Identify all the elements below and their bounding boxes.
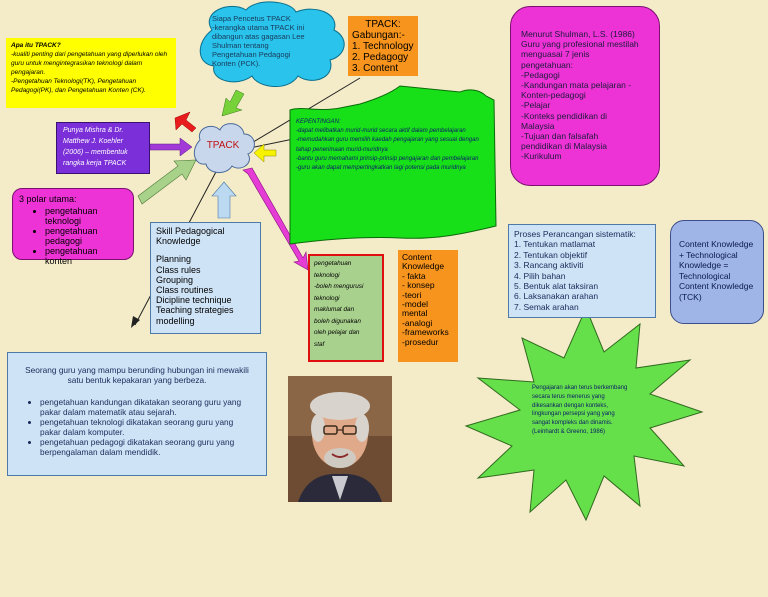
kepentingan-title: KEPENTINGAN: — [296, 119, 341, 125]
green-arrow-icon — [222, 90, 244, 116]
cloud-line: Siapa Pencetus TPACK — [212, 14, 291, 23]
ck-item: - konsep — [402, 280, 435, 291]
tck-box — [670, 220, 764, 324]
polar-title: 3 polar utama: — [19, 194, 77, 204]
kepakaran-item: • pengetahuan pedagogi dikatakan seorang guru yang berpengalaman dalam mendidik. — [40, 437, 256, 457]
polar-item: • pengetahuan konten — [45, 246, 127, 266]
shulman-line: -Kandungan mata pelajaran - — [521, 80, 632, 91]
skill-item: Planning — [156, 254, 192, 265]
mishra-koehler-box — [56, 122, 150, 174]
tck-line: + Technological — [679, 249, 738, 260]
kepentingan-line: -guru akan dapat mempertingkatkan lagi potensi pada muridnya — [296, 165, 466, 172]
mishra-line: Matthew J. Koehler — [63, 138, 123, 145]
tck-line: (TCK) — [679, 291, 702, 302]
shulman-line: -Pedagogi — [521, 69, 560, 80]
star-line: (Leinhardt & Greeno, 1986) — [532, 428, 606, 435]
tck-line: Content Knowledge — [679, 239, 754, 249]
apa-itu-title: Apa itu TPACK? — [11, 42, 61, 49]
proses-item: 1. Tentukan matlamat — [514, 239, 596, 250]
star-quote-text — [532, 384, 650, 444]
ck-title: Content Knowledge — [402, 252, 445, 272]
shulman-line: pengetahuan: — [521, 59, 573, 70]
ck-item: -model — [402, 299, 428, 310]
kepakaran-item: • pengetahuan teknologi dikatakan seorang guru yang pakar dalam komputer. — [40, 417, 256, 437]
center-tpack-label: TPACK — [206, 140, 240, 151]
tk-line: pengetahuan — [314, 260, 352, 267]
ck-item: -analogi — [402, 317, 433, 328]
proses-item: 2. Tentukan objektif — [514, 249, 588, 260]
kepentingan-line: -memudahkan guru memilih kaedah pengajaran yang sesuai dengan tahap penerimaan murid-muridnya — [296, 137, 479, 153]
skill-item: Class rules — [156, 264, 201, 275]
portrait-image-icon — [288, 376, 392, 502]
polar-item: • pengetahuan teknologi — [45, 206, 127, 226]
tk-line: teknologi — [314, 294, 340, 302]
ck-item: -teori — [402, 289, 422, 300]
star-line: sangat kompleks dan dinamis. — [532, 420, 613, 427]
tk-line: oleh pelajar dan — [314, 329, 360, 336]
proses-item: 4. Pilih bahan — [514, 270, 566, 281]
skill-item: Class routines — [156, 285, 214, 296]
cloud-line: Shulman tentang — [212, 41, 269, 50]
proses-item: 5. Bentuk alat taksiran — [514, 281, 599, 292]
tck-line: Technological — [679, 270, 731, 281]
skill-item: modelling — [156, 315, 195, 326]
star-line: dikesankan dengan konteks, — [532, 402, 609, 409]
skill-pedagogical-box — [150, 222, 261, 334]
red-arrow-icon — [175, 112, 196, 132]
ck-item: - fakta — [402, 270, 426, 281]
tk-line: teknologi — [314, 271, 340, 279]
shulman-box — [510, 6, 660, 186]
tpack-box-title: TPACK: — [365, 19, 401, 30]
shulman-line: Konten-pedagogi — [521, 90, 586, 101]
cloud-line: Konten (PCK). — [212, 59, 261, 68]
technology-knowledge-box — [308, 254, 384, 362]
tk-line: boleh digunakan — [314, 317, 361, 325]
skill-title: Skill Pedagogical Knowledge — [156, 226, 225, 247]
tpack-box-item: 3. Content — [352, 63, 399, 74]
kepakaran-item: • pengetahuan kandungan dikatakan seorang guru yang pakar dalam matematik atau sejarah. — [40, 397, 256, 417]
proses-title: Proses Perancangan sistematik: — [514, 229, 636, 239]
tpack-box-item: 1. Technology — [352, 41, 414, 52]
apa-itu-line: -Pengetahuan Teknologi(TK), Pengetahuan Pedagogi(PK), dan Pengetahuan Konten (CK). — [11, 78, 146, 94]
shulman-line: Menurut Shulman, L.S. (1986) — [521, 29, 635, 39]
cloud-line: dibangun atas gagasan Lee — [212, 32, 305, 41]
skill-item: Grouping — [156, 274, 194, 285]
star-line: secara terus menerus yang — [532, 393, 605, 400]
polar-utama-box — [12, 188, 134, 266]
tk-line: -boleh mengurusi — [314, 283, 364, 290]
purple-arrow-icon — [150, 138, 192, 156]
proses-item: 3. Rancang aktiviti — [514, 260, 584, 271]
apa-itu-tpack-box — [6, 38, 176, 108]
ck-item: -prosedur — [402, 336, 439, 347]
cloud-line: -kerangka utama TPACK ini — [212, 23, 305, 32]
skill-item: Teaching strategies — [156, 305, 234, 316]
kepakaran-intro: Seorang guru yang mampu berunding hubungan ini mewakili satu bentuk kepakaran yang berbeza. — [25, 365, 249, 385]
content-knowledge-box — [398, 250, 458, 362]
tk-line: maklumat dan — [314, 306, 355, 313]
ck-item: mental — [402, 308, 428, 319]
shulman-line: -Konteks pendidikan di — [521, 110, 608, 121]
polar-item: • pengetahuan pedagogi — [45, 226, 127, 246]
cloud-line: Pengetahuan Pedagogi — [212, 50, 291, 59]
shulman-line: Malaysia — [521, 120, 555, 131]
kepentingan-line: -bantu guru memahami prinsip-prinsip pengajaran dan pembelajaran — [296, 155, 479, 162]
mishra-line: Punya Mishra & Dr. — [63, 127, 124, 134]
shulman-line: -Pelajar — [521, 100, 551, 111]
kepentingan-line: -dapat melibatkan murid-murid secara aktif dalam pembelajaran — [296, 128, 466, 135]
kepakaran-box — [7, 352, 267, 476]
mishra-line: rangka kerja TPACK — [63, 160, 127, 167]
proses-item: 7. Semak arahan — [514, 301, 579, 312]
mishra-line: (2006) – membentuk — [63, 149, 128, 156]
ck-item: -frameworks — [402, 327, 449, 338]
kepentingan-text — [296, 118, 492, 224]
tpack-box-subtitle: Gabungan:- — [352, 30, 405, 41]
tpack-gabungan-box — [348, 16, 418, 76]
apa-itu-line: -kualiti penting dari pengetahuan yang diperlukan oleh guru untuk mengintegrasikan teknologi dalam pengajaran. — [11, 51, 168, 76]
tck-line: Content Knowledge — [679, 281, 754, 292]
blue-arrow-icon — [212, 182, 236, 218]
proses-item: 6. Laksanakan arahan — [514, 291, 599, 302]
proses-perancangan-box — [508, 224, 656, 318]
cloud-top-text — [212, 14, 332, 76]
shulman-line: Guru yang profesional mestilah — [521, 39, 639, 50]
shulman-line: -Tujuan dan falsafah — [521, 131, 599, 142]
shulman-photo — [288, 376, 392, 502]
tpack-box-item: 2. Pedagogy — [352, 52, 409, 63]
tck-line: Knowledge = — [679, 260, 729, 271]
skill-item: Dicipline technique — [156, 295, 232, 306]
shulman-line: menguasai 7 jenis — [521, 49, 590, 60]
star-line: Pengajaran akan terus berkembang — [532, 385, 628, 391]
tk-line: staf — [314, 340, 325, 348]
shulman-line: -Kurikulum — [521, 151, 562, 162]
star-line: lingkungan persepsi yang yang — [532, 411, 615, 418]
shulman-line: pendidikan di Malaysia — [521, 141, 607, 152]
